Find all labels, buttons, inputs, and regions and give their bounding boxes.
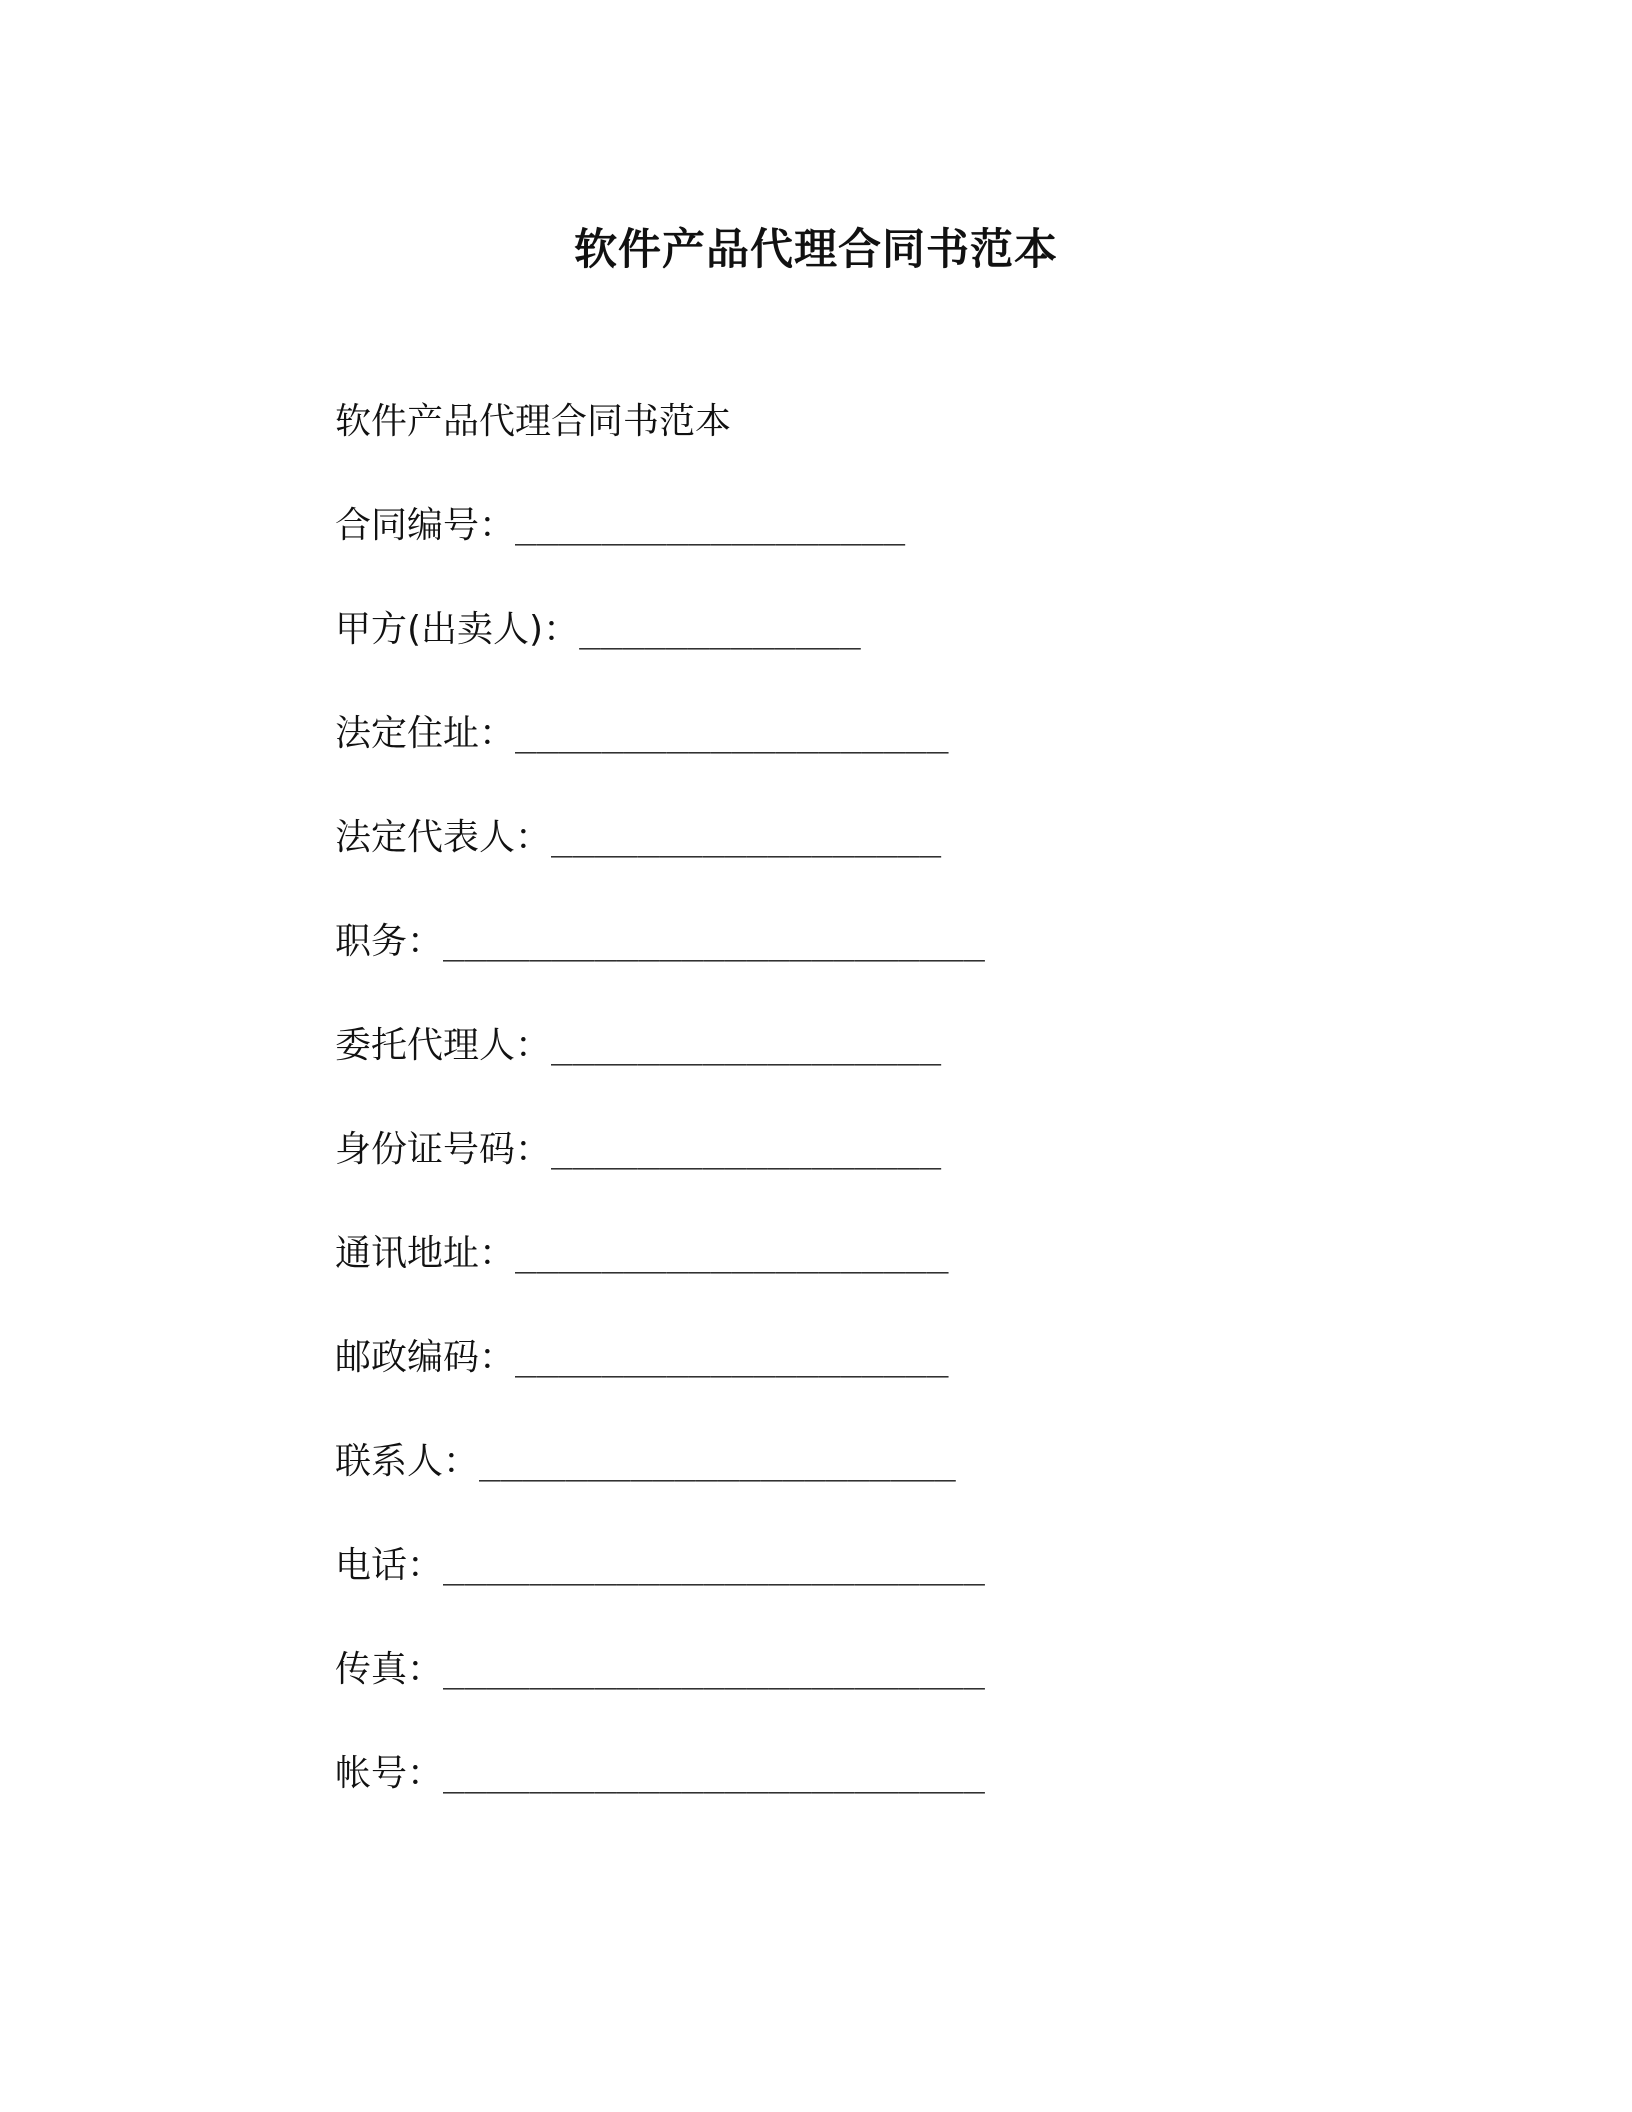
field-blank-line: __________________: [551, 1025, 942, 1066]
field-account-number: [335, 1746, 1435, 1802]
document-title: 软件产品代理合同书范本: [574, 225, 1058, 275]
field-label: 通讯地址：: [335, 1233, 516, 1274]
field-label: 法定住址：: [335, 713, 516, 754]
field-label: 甲方(出卖人)：: [335, 609, 580, 650]
field-blank-line: _________________________: [443, 1649, 985, 1690]
field-blank-line: ____________________: [515, 1337, 949, 1378]
field-label: 邮政编码：: [335, 1337, 516, 1378]
field-label: 帐号：: [335, 1753, 444, 1794]
field-fax: [335, 1642, 1435, 1698]
field-label: 电话：: [335, 1545, 444, 1586]
field-blank-line: __________________: [515, 505, 906, 546]
field-label: 合同编号：: [335, 505, 516, 546]
field-legal-representative: [335, 810, 1435, 866]
field-blank-line: _________________________: [443, 1545, 985, 1586]
field-label: 联系人：: [335, 1441, 480, 1482]
field-blank-line: _____________: [579, 609, 861, 650]
field-blank-line: ____________________: [515, 713, 949, 754]
field-position: [335, 914, 1435, 970]
field-id-number: [335, 1122, 1435, 1178]
field-telephone: [335, 1538, 1435, 1594]
document-subtitle: 软件产品代理合同书范本: [335, 401, 732, 442]
document-body: [335, 394, 1435, 1850]
field-label: 法定代表人：: [335, 817, 552, 858]
field-label: 传真：: [335, 1649, 444, 1690]
field-contract-number: [335, 498, 1435, 554]
field-blank-line: ______________________: [479, 1441, 956, 1482]
field-authorized-agent: [335, 1018, 1435, 1074]
field-blank-line: __________________: [551, 817, 942, 858]
field-label: 身份证号码：: [335, 1129, 552, 1170]
field-blank-line: _________________________: [443, 1753, 985, 1794]
field-mailing-address: [335, 1226, 1435, 1282]
field-blank-line: __________________: [551, 1129, 942, 1170]
field-party-a-seller: [335, 602, 1435, 658]
field-legal-address: [335, 706, 1435, 762]
field-label: 职务：: [335, 921, 444, 962]
field-blank-line: _________________________: [443, 921, 985, 962]
field-contact-person: [335, 1434, 1435, 1490]
field-label: 委托代理人：: [335, 1025, 552, 1066]
field-postal-code: [335, 1330, 1435, 1386]
field-blank-line: ____________________: [515, 1233, 949, 1274]
